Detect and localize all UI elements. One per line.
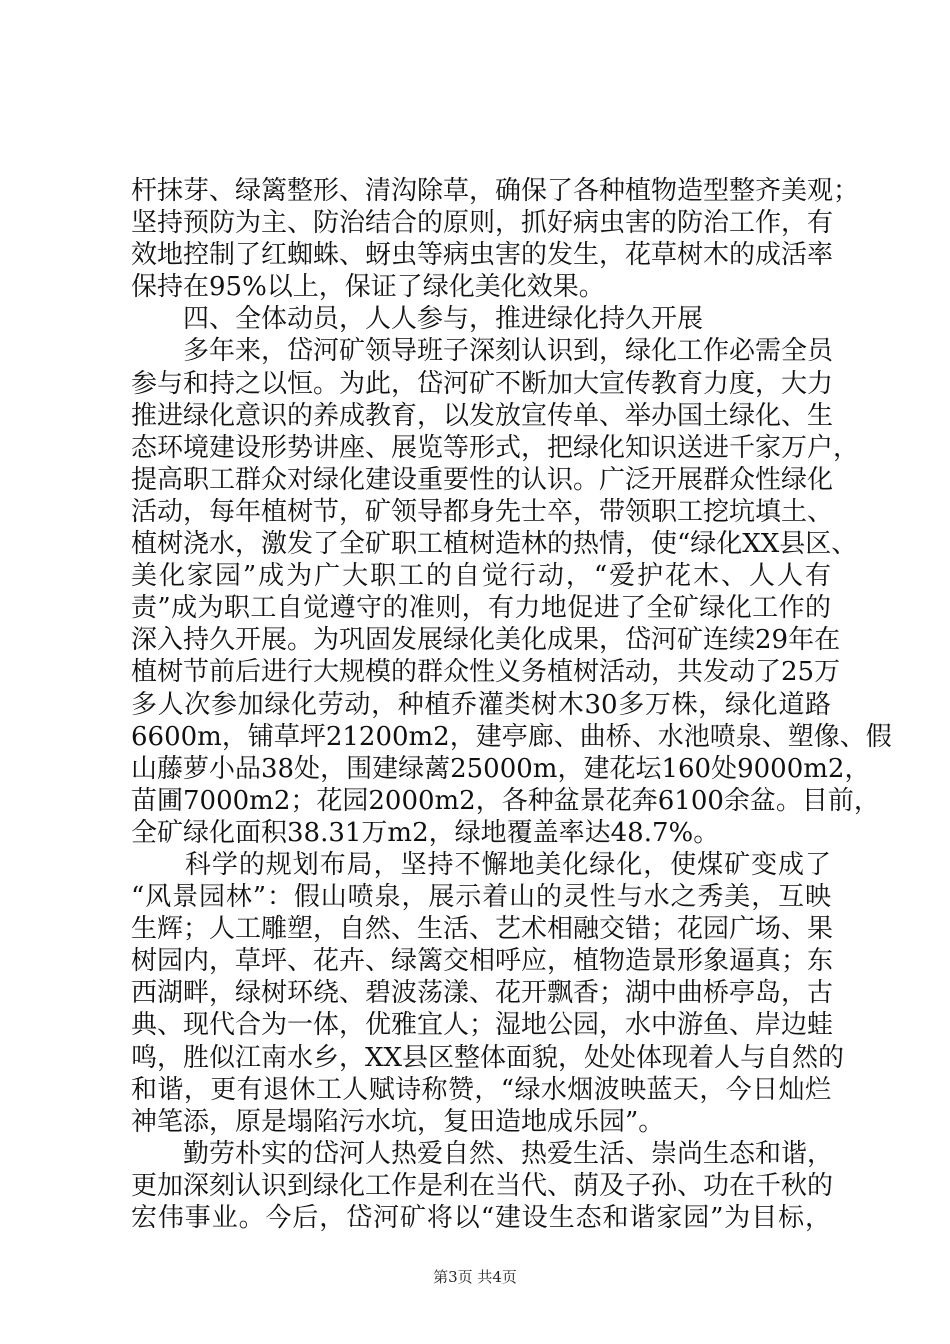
text-line: “风景园林”：假山喷泉，展示着山的灵性与水之秀美，互映	[131, 882, 831, 913]
text-line: 西湖畔，绿树环绕、碧波荡漾、花开飘香；湖中曲桥亭岛，古	[131, 978, 834, 1009]
text-line: 效地控制了红蜘蛛、蚜虫等病虫害的发生，花草树木的成活率	[131, 240, 834, 271]
text-line: 参与和持之以恒。为此，岱河矿不断加大宣传教育力度，大力	[131, 368, 834, 399]
text-line: 植树浇水，激发了全矿职工植树造林的热情，使“绿化XX县区、	[131, 529, 858, 560]
text-line: 山藤萝小品38处，围建绿蓠25000m，建花坛160处9000m2，	[131, 753, 871, 784]
text-line: 和谐，更有退休工人赋诗称赞，“绿水烟波映蓝天，今日灿烂	[131, 1074, 831, 1105]
text-line: 更加深刻认识到绿化工作是利在当代、荫及子孙、功在千秋的	[131, 1170, 834, 1201]
text-line: 活动，每年植树节，矿领导都身先士卒，带领职工挖坑填土、	[131, 496, 834, 527]
text-line: 鸣，胜似江南水乡，XX县区整体面貌，处处体现着人与自然的	[131, 1042, 845, 1073]
text-line: 全矿绿化面积38.31万m2，绿地覆盖率达48.7%。	[131, 817, 720, 848]
text-line: 提高职工群众对绿化建设重要性的认识。广泛开展群众性绿化	[131, 464, 834, 495]
text-line: 勤劳朴实的岱河人热爱自然、热爱生活、崇尚生态和谐，	[131, 1138, 834, 1169]
text-line: 美化家园”成为广大职工的自觉行动，“爱护花木、人人有	[131, 561, 831, 592]
text-line: 深入持久开展。为巩固发展绿化美化成果，岱河矿连续29年在	[131, 625, 841, 656]
text-line: 科学的规划布局，坚持不懈地美化绿化，使煤矿变成了	[131, 849, 831, 880]
text-line: 责”成为职工自觉遵守的准则，有力地促进了全矿绿化工作的	[131, 593, 831, 624]
text-line: 神笔添，原是塌陷污水坑，复田造地成乐园”。	[131, 1106, 665, 1137]
text-line: 苗圃7000m2；花园2000m2，各种盆景花奔6100余盆。目前，	[131, 785, 880, 816]
text-line: 典、现代合为一体，优雅宜人；湿地公园，水中游鱼、岸边蛙	[131, 1010, 834, 1041]
text-line: 植树节前后进行大规模的群众性义务植树活动，共发动了25万	[131, 657, 841, 688]
text-line: 态环境建设形势讲座、展览等形式，把绿化知识送进千家万户，	[131, 432, 860, 463]
text-line: 保持在95%以上，保证了绿化美化效果。	[131, 272, 605, 303]
text-line: 多人次参加绿化劳动，种植乔灌类树木30多万株，绿化道路	[131, 689, 831, 720]
text-line: 树园内，草坪、花卉、绿篱交相呼应，植物造景形象逼真；东	[131, 946, 834, 977]
text-line: 四、全体动员，人人参与，推进绿化持久开展	[131, 304, 704, 335]
text-line: 6600m，铺草坪21200m2，建亭廊、曲桥、水池喷泉、塑像、假	[131, 721, 892, 752]
text-line: 多年来，岱河矿领导班子深刻认识到，绿化工作必需全员	[131, 336, 834, 367]
text-line: 推进绿化意识的养成教育，以发放宣传单、举办国土绿化、生	[131, 400, 834, 431]
page-footer: 第3页 共4页	[433, 1268, 517, 1286]
text-line: 杆抹芽、绿篱整形、清沟除草，确保了各种植物造型整齐美观；	[131, 176, 860, 206]
text-line: 坚持预防为主、防治结合的原则，抓好病虫害的防治工作，有	[131, 208, 834, 239]
text-line: 生辉；人工雕塑，自然、生活、艺术相融交错；花园广场、果	[131, 914, 834, 945]
body-text	[131, 175, 892, 1234]
text-line: 宏伟事业。今后，岱河矿将以“建设生态和谐家园”为目标，	[131, 1203, 831, 1233]
